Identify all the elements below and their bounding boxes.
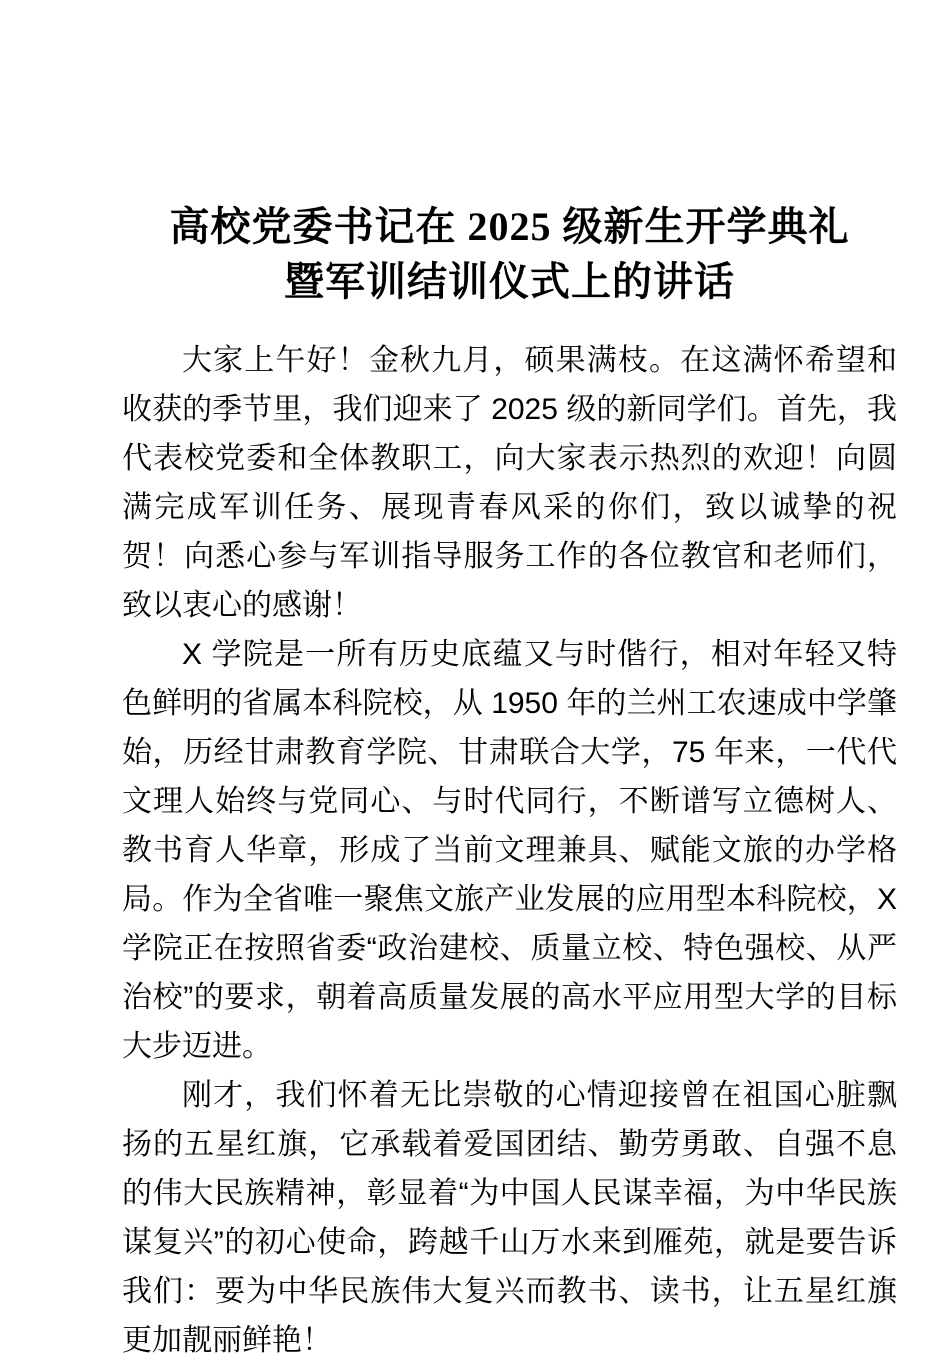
document-body	[122, 336, 897, 1365]
document-title-line-2: 暨军训结训仪式上的讲话	[284, 258, 735, 304]
document-title	[122, 199, 897, 309]
document-title-line-1: 高校党委书记在 2025 级新生开学典礼	[169, 203, 850, 249]
paragraph-college-history: X 学院是一所有历史底蕴又与时偕行，相对年轻又特色鲜明的省属本科院校，从 1950 年的兰州工农速成中学肇始，历经甘肃教育学院、甘肃联合大学，75 年来，一代代文理人始终与党同心、与时代同行，不断谱写立德树人、教书育人华章，形成了当前文理兼具、赋能文旅的办学格局。作为全省唯一聚焦文旅产业发展的应用型本科院校，X 学院正在按照省委“政治建校、质量立校、特色强校、从严治校”的要求，朝着高质量发展的高水平应用型大学的目标大步迈进。	[122, 637, 897, 1063]
paragraph-flag-ceremony: 刚才，我们怀着无比崇敬的心情迎接曾在祖国心脏飘扬的五星红旗，它承载着爱国团结、勤劳勇敢、自强不息的伟大民族精神，彰显着“为中国人民谋幸福，为中华民族谋复兴”的初心使命，跨越千山万水来到雁苑，就是要告诉我们：要为中华民族伟大复兴而教书、读书，让五星红旗更加靓丽鲜艳！	[122, 1078, 897, 1357]
paragraph-greeting: 大家上午好！金秋九月，硕果满枝。在这满怀希望和收获的季节里，我们迎来了 2025 级的新同学们。首先，我代表校党委和全体教职工，向大家表示热烈的欢迎！向圆满完成军训任务、展现青春风采的你们，致以诚挚的祝贺！向悉心参与军训指导服务工作的各位教官和老师们，致以衷心的感谢！	[122, 343, 897, 622]
